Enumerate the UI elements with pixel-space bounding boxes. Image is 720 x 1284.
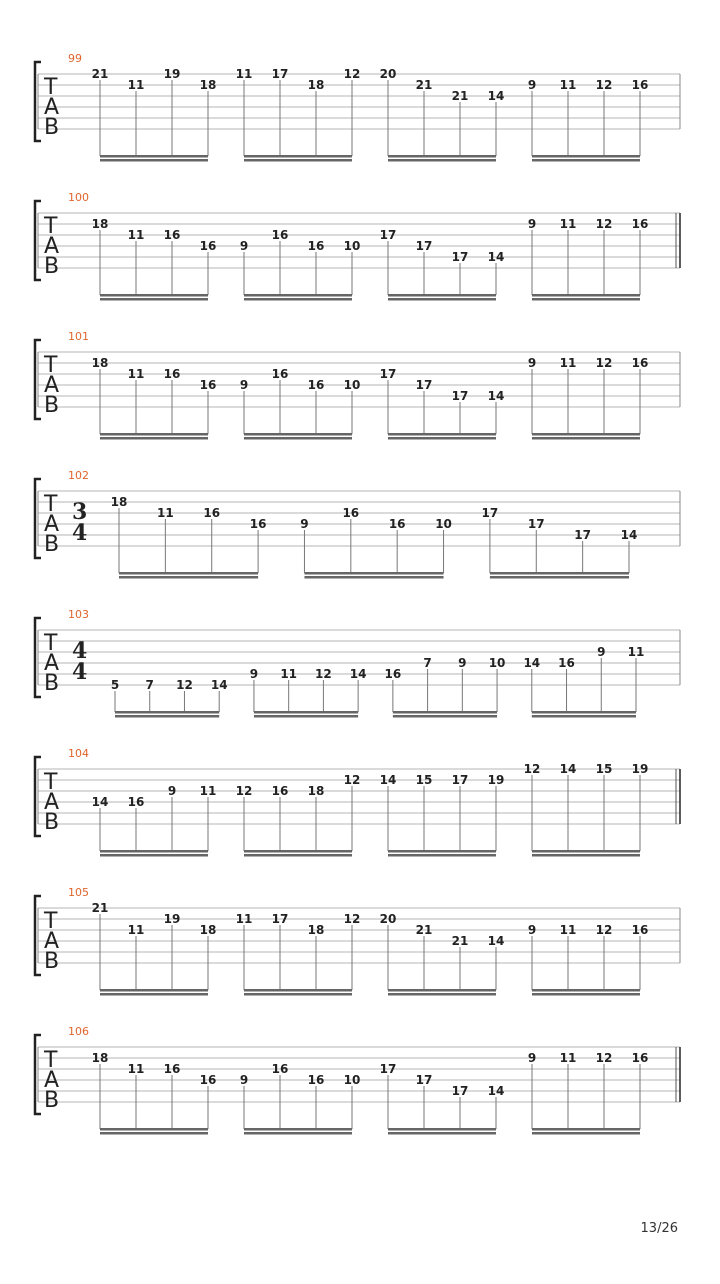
- beam: [532, 298, 640, 301]
- beam: [244, 993, 352, 996]
- beam: [532, 989, 640, 992]
- fret-number: 10: [488, 656, 506, 670]
- beam: [100, 989, 208, 992]
- beam: [388, 989, 496, 992]
- beam: [532, 993, 640, 996]
- fret-number: 11: [627, 645, 645, 659]
- fret-number: 11: [559, 356, 577, 370]
- fret-number: 7: [145, 678, 154, 692]
- fret-number: 14: [487, 389, 505, 403]
- beam: [100, 298, 208, 301]
- beam: [100, 155, 208, 158]
- beam: [244, 1132, 352, 1135]
- measure-number: 102: [68, 469, 89, 482]
- fret-number: 17: [451, 773, 469, 787]
- tab-clef-letter: T: [44, 1048, 58, 1073]
- fret-number: 11: [559, 78, 577, 92]
- fret-number: 16: [271, 367, 289, 381]
- fret-number: 5: [110, 678, 120, 692]
- tab-clef-letter: A: [44, 234, 60, 259]
- fret-number: 9: [239, 239, 249, 253]
- fret-number: 16: [163, 228, 181, 242]
- fret-number: 16: [163, 1062, 181, 1076]
- tab-clef-letter: A: [44, 373, 60, 398]
- beam: [388, 155, 496, 158]
- tab-clef-letter: T: [44, 214, 58, 239]
- fret-number: 9: [527, 78, 537, 92]
- tab-clef-letter: B: [44, 671, 60, 696]
- page-number: 13/26: [640, 1221, 678, 1236]
- tab-clef-letter: T: [44, 770, 58, 795]
- measure-number: 105: [68, 886, 89, 899]
- fret-number: 21: [451, 89, 469, 103]
- fret-number: 21: [415, 923, 433, 937]
- fret-number: 14: [487, 250, 505, 264]
- beam: [532, 294, 640, 297]
- beam: [244, 854, 352, 857]
- fret-number: 9: [239, 378, 249, 392]
- tab-clef-letter: B: [44, 115, 60, 140]
- fret-number: 17: [527, 517, 545, 531]
- time-signature-denominator: 4: [72, 520, 88, 546]
- fret-number: 14: [91, 795, 109, 809]
- tab-clef-letter: B: [44, 393, 60, 418]
- tab-clef-letter: B: [44, 532, 60, 557]
- beam: [244, 437, 352, 440]
- beam: [490, 572, 629, 575]
- fret-number: 17: [451, 250, 469, 264]
- beam: [100, 294, 208, 297]
- fret-number: 16: [631, 356, 649, 370]
- fret-number: 12: [595, 923, 613, 937]
- fret-number: 18: [307, 784, 325, 798]
- tab-clef-letter: T: [44, 909, 58, 934]
- beam: [388, 993, 496, 996]
- fret-number: 16: [163, 367, 181, 381]
- fret-number: 12: [595, 78, 613, 92]
- tab-clef-letter: A: [44, 790, 60, 815]
- beam: [244, 159, 352, 162]
- beam: [254, 715, 358, 718]
- fret-number: 16: [203, 506, 221, 520]
- fret-number: 10: [435, 517, 452, 531]
- fret-number: 10: [343, 378, 361, 392]
- measure-number: 101: [68, 330, 89, 343]
- fret-number: 18: [199, 923, 217, 937]
- tab-clef-letter: T: [44, 631, 58, 656]
- tab-clef-letter: A: [44, 95, 60, 120]
- measure-number: 106: [68, 1025, 89, 1038]
- fret-number: 14: [210, 678, 228, 692]
- fret-number: 18: [307, 78, 325, 92]
- fret-number: 9: [527, 217, 537, 231]
- beam: [115, 711, 219, 714]
- fret-number: 12: [235, 784, 253, 798]
- fret-number: 17: [415, 239, 433, 253]
- fret-number: 18: [91, 1051, 109, 1065]
- fret-number: 17: [271, 67, 289, 81]
- fret-number: 16: [307, 1073, 325, 1087]
- fret-number: 10: [343, 239, 361, 253]
- fret-number: 11: [157, 506, 174, 520]
- beam: [388, 159, 496, 162]
- fret-number: 10: [343, 1073, 361, 1087]
- fret-number: 12: [343, 67, 361, 81]
- fret-number: 11: [235, 67, 253, 81]
- fret-number: 14: [487, 89, 505, 103]
- fret-number: 17: [451, 1084, 469, 1098]
- fret-number: 16: [199, 1073, 217, 1087]
- beam: [532, 433, 640, 436]
- beam: [119, 576, 258, 579]
- fret-number: 9: [527, 923, 537, 937]
- tab-clef-letter: A: [44, 651, 60, 676]
- tab-system: [35, 330, 680, 440]
- beam: [100, 993, 208, 996]
- fret-number: 9: [249, 667, 259, 681]
- tab-system: [35, 1025, 680, 1135]
- beam: [532, 1132, 640, 1135]
- fret-number: 21: [451, 934, 469, 948]
- beam: [304, 576, 443, 579]
- beam: [100, 850, 208, 853]
- beam: [532, 437, 640, 440]
- fret-number: 18: [110, 495, 128, 509]
- beam: [244, 433, 352, 436]
- tab-clef-letter: T: [44, 492, 58, 517]
- fret-number: 7: [423, 656, 432, 670]
- beam: [532, 715, 636, 718]
- beam: [388, 850, 496, 853]
- fret-number: 16: [631, 923, 649, 937]
- fret-number: 14: [349, 667, 367, 681]
- fret-number: 16: [631, 217, 649, 231]
- fret-number: 19: [487, 773, 505, 787]
- tab-clef-letter: A: [44, 512, 60, 537]
- fret-number: 9: [527, 1051, 537, 1065]
- fret-number: 15: [415, 773, 433, 787]
- fret-number: 14: [523, 656, 541, 670]
- fret-number: 9: [167, 784, 177, 798]
- time-signature-numerator: 3: [72, 499, 88, 525]
- tab-clef-letter: A: [44, 1068, 60, 1093]
- tab-clef-letter: T: [44, 75, 58, 100]
- fret-number: 9: [597, 645, 606, 659]
- fret-number: 16: [271, 784, 289, 798]
- tab-clef-letter: B: [44, 1088, 60, 1113]
- beam: [388, 854, 496, 857]
- fret-number: 14: [487, 1084, 505, 1098]
- beam: [388, 1132, 496, 1135]
- beam: [254, 711, 358, 714]
- fret-number: 11: [280, 667, 298, 681]
- tab-system: [35, 886, 680, 996]
- beam: [388, 1128, 496, 1131]
- fret-number: 17: [379, 367, 397, 381]
- time-signature-denominator: 4: [72, 659, 88, 685]
- fret-number: 11: [199, 784, 217, 798]
- fret-number: 12: [595, 217, 613, 231]
- fret-number: 16: [558, 656, 575, 670]
- measure-number: 99: [68, 52, 82, 65]
- fret-number: 19: [163, 67, 181, 81]
- fret-number: 11: [127, 923, 145, 937]
- tab-system: [35, 191, 680, 301]
- beam: [532, 1128, 640, 1131]
- measure-number: 100: [68, 191, 89, 204]
- beam: [100, 1132, 208, 1135]
- beam: [532, 854, 640, 857]
- fret-number: 14: [620, 528, 638, 542]
- fret-number: 16: [388, 517, 406, 531]
- fret-number: 16: [631, 1051, 649, 1065]
- fret-number: 11: [127, 78, 145, 92]
- fret-number: 9: [300, 517, 309, 531]
- beam: [532, 155, 640, 158]
- beam: [393, 715, 497, 718]
- fret-number: 11: [127, 1062, 145, 1076]
- fret-number: 9: [458, 656, 467, 670]
- tab-clef-letter: T: [44, 353, 58, 378]
- fret-number: 17: [574, 528, 591, 542]
- time-signature-numerator: 4: [72, 638, 88, 664]
- fret-number: 16: [271, 228, 289, 242]
- beam: [532, 159, 640, 162]
- tab-clef-letter: A: [44, 929, 60, 954]
- fret-number: 17: [451, 389, 469, 403]
- measure-number: 104: [68, 747, 89, 760]
- fret-number: 16: [271, 1062, 289, 1076]
- beam: [388, 437, 496, 440]
- fret-number: 12: [176, 678, 193, 692]
- fret-number: 20: [379, 67, 397, 81]
- fret-number: 16: [127, 795, 145, 809]
- fret-number: 16: [307, 239, 325, 253]
- measure-number: 103: [68, 608, 89, 621]
- beam: [532, 711, 636, 714]
- fret-number: 16: [342, 506, 360, 520]
- fret-number: 18: [199, 78, 217, 92]
- fret-number: 12: [343, 773, 361, 787]
- fret-number: 21: [415, 78, 433, 92]
- beam: [244, 294, 352, 297]
- fret-number: 19: [631, 762, 649, 776]
- fret-number: 12: [343, 912, 361, 926]
- beam: [490, 576, 629, 579]
- fret-number: 16: [384, 667, 402, 681]
- fret-number: 11: [559, 217, 577, 231]
- beam: [388, 294, 496, 297]
- fret-number: 14: [379, 773, 397, 787]
- fret-number: 12: [595, 356, 613, 370]
- fret-number: 16: [631, 78, 649, 92]
- tab-system: [35, 608, 680, 718]
- fret-number: 15: [595, 762, 613, 776]
- beam: [393, 711, 497, 714]
- fret-number: 16: [249, 517, 267, 531]
- fret-number: 20: [379, 912, 397, 926]
- beam: [304, 572, 443, 575]
- beam: [119, 572, 258, 575]
- fret-number: 17: [415, 1073, 433, 1087]
- fret-number: 21: [91, 901, 109, 915]
- beam: [100, 433, 208, 436]
- fret-number: 11: [559, 923, 577, 937]
- beam: [388, 298, 496, 301]
- tab-system: [35, 469, 680, 579]
- tab-clef-letter: B: [44, 949, 60, 974]
- fret-number: 16: [199, 378, 217, 392]
- fret-number: 18: [91, 217, 109, 231]
- fret-number: 18: [307, 923, 325, 937]
- beam: [532, 850, 640, 853]
- tab-clef-letter: B: [44, 254, 60, 279]
- fret-number: 17: [379, 1062, 397, 1076]
- beam: [244, 298, 352, 301]
- beam: [100, 1128, 208, 1131]
- beam: [115, 715, 219, 718]
- beam: [388, 433, 496, 436]
- tab-system: [35, 747, 680, 857]
- fret-number: 9: [527, 356, 537, 370]
- fret-number: 12: [523, 762, 541, 776]
- beam: [100, 437, 208, 440]
- beam: [244, 850, 352, 853]
- beam: [100, 159, 208, 162]
- tab-system: [35, 52, 680, 162]
- fret-number: 14: [559, 762, 577, 776]
- fret-number: 17: [379, 228, 397, 242]
- tab-clef-letter: B: [44, 810, 60, 835]
- fret-number: 16: [307, 378, 325, 392]
- fret-number: 21: [91, 67, 109, 81]
- fret-number: 11: [127, 228, 145, 242]
- fret-number: 14: [487, 934, 505, 948]
- beam: [244, 155, 352, 158]
- fret-number: 11: [235, 912, 253, 926]
- fret-number: 9: [239, 1073, 249, 1087]
- fret-number: 17: [271, 912, 289, 926]
- beam: [244, 989, 352, 992]
- fret-number: 18: [91, 356, 109, 370]
- fret-number: 17: [481, 506, 499, 520]
- beam: [244, 1128, 352, 1131]
- beam: [100, 854, 208, 857]
- fret-number: 11: [127, 367, 145, 381]
- fret-number: 11: [559, 1051, 577, 1065]
- fret-number: 16: [199, 239, 217, 253]
- fret-number: 19: [163, 912, 181, 926]
- fret-number: 12: [595, 1051, 613, 1065]
- fret-number: 17: [415, 378, 433, 392]
- fret-number: 12: [315, 667, 332, 681]
